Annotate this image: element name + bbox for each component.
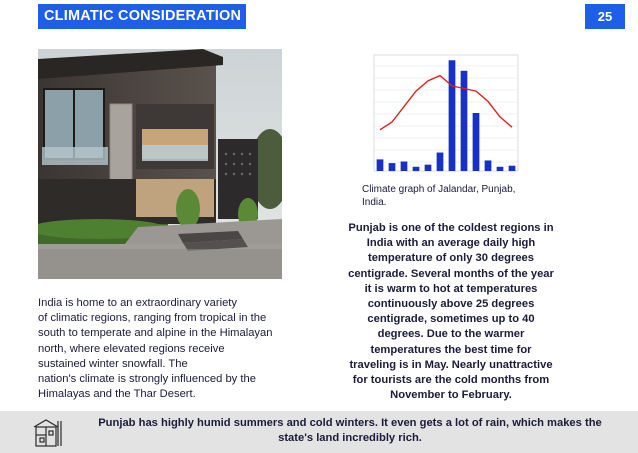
paragraph-line: India with an average daily high [366,237,536,250]
house-photo [38,49,282,279]
precipitation-bar [425,165,432,171]
paragraph-line: Punjab is one of the coldest regions in [348,222,554,234]
precipitation-bar [437,153,444,171]
precipitation-bar [401,162,408,171]
graph-caption-line-1: Climate graph of Jalandar, Punjab, [362,184,516,195]
graph-caption-line-2: India. [362,196,387,208]
paragraph-line: north, where elevated regions receive [38,342,225,355]
paragraph-line: centigrade, sometimes up to 40 [367,313,535,326]
precipitation-bar [389,163,396,171]
precipitation-bar [461,71,468,171]
paragraph-line: Himalayas and the Thar Desert. [38,388,196,401]
building-plan-icon [30,417,66,448]
paragraph-line: continuously above 25 degrees [367,298,535,311]
precipitation-bar [377,159,384,171]
paragraph-line: south to temperate and alpine in the Himalayan [38,327,273,340]
page-number: 25 [585,4,625,29]
page-title: CLIMATIC CONSIDERATION [38,4,246,29]
paragraph-line: traveling is in May. Nearly unattractive [349,358,553,371]
paragraph-line: nation's climate is strongly influenced by the [38,373,256,386]
paragraph-line: sustained winter snowfall. The [38,357,188,370]
punjab-climate-paragraph [337,221,565,403]
paragraph-line: India is home to an extraordinary variety [38,297,237,309]
paragraph-line: centigrade. Several months of the year [348,267,554,280]
precipitation-bar [473,113,480,171]
paragraph-line: degrees. Due to the warmer [377,328,525,341]
paragraph-line: for tourists are the cold months from [352,374,550,387]
footer-text-line-2: state's land incredibly rich. [278,432,422,444]
paragraph-line: temperatures the best time for [370,343,532,356]
graph-caption [362,184,557,209]
precipitation-bar [497,167,504,171]
precipitation-bar [413,167,420,171]
paragraph-line: temperature of only 30 degrees [367,252,534,265]
india-climate-paragraph [38,296,323,402]
precipitation-bar [509,166,516,171]
paragraph-line: it is warm to hot at temperatures [364,282,538,295]
footer-text-line-1: Punjab has highly humid summers and cold winters. It even gets a lot of rain, which makes the [98,417,602,429]
footer-text [72,416,628,446]
climate-graph [362,49,532,179]
paragraph-line: of climatic regions, ranging from tropical in the [38,312,267,325]
precipitation-bar [485,160,492,171]
paragraph-line: November to February. [390,389,512,402]
precipitation-bar [449,60,456,171]
